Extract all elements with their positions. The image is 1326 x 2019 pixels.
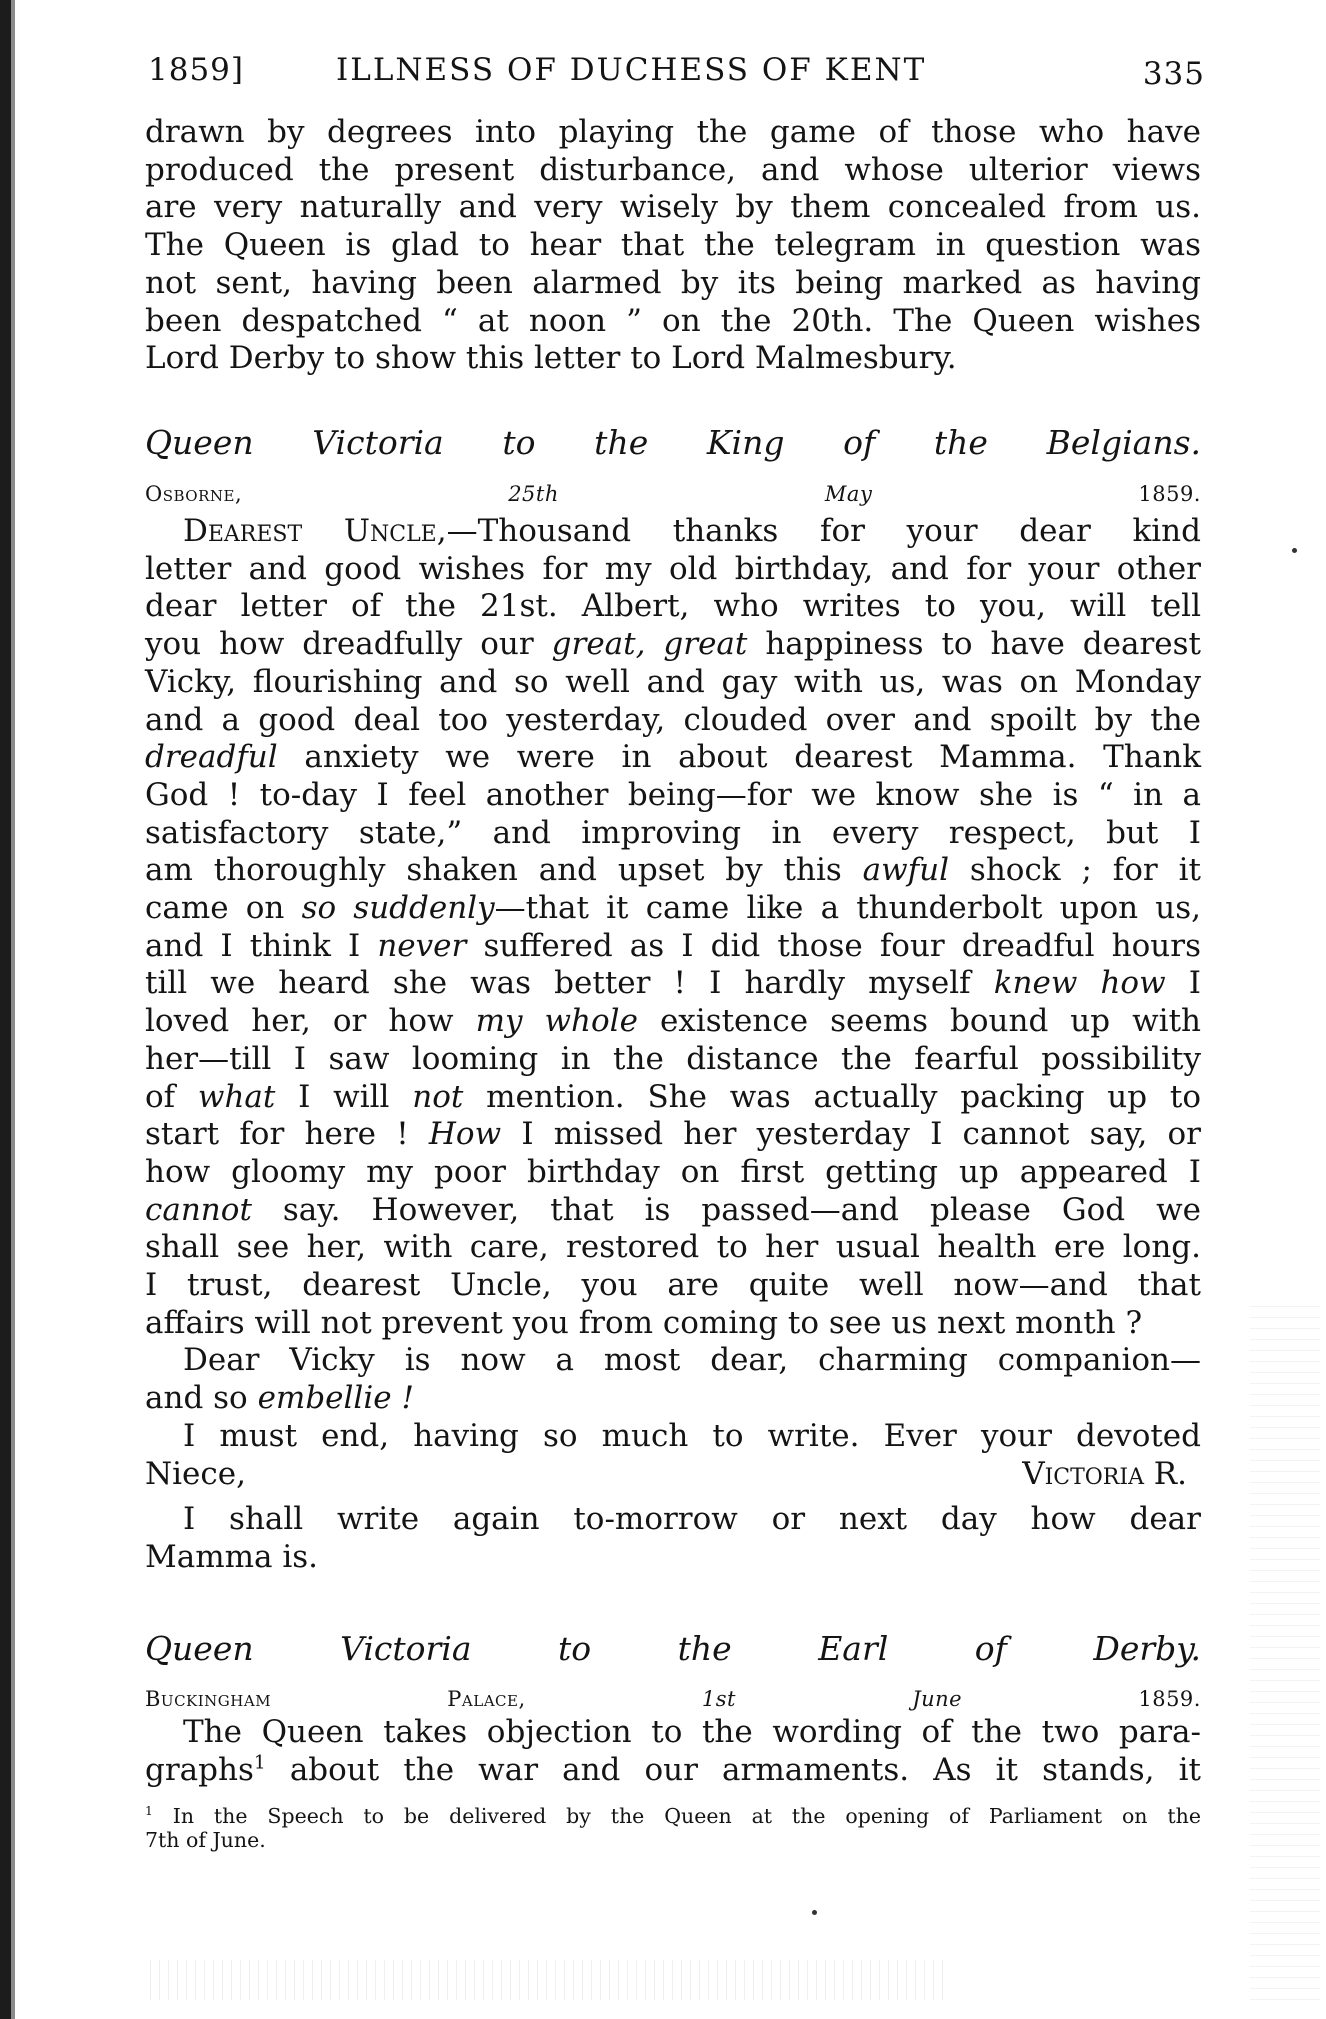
letter2-body [145,1714,1201,1789]
scan-speck [812,1910,817,1915]
signature: Victoria R. [1022,1455,1187,1492]
text-line: her—till I saw looming in the distance the fearful possibility [145,1040,1201,1077]
salutation: Dearest Uncle, [183,513,447,549]
signature-line [145,1456,1201,1494]
dateline-date: 25th May [508,482,873,506]
text-line: cannot say. However, that is passed—and please God we [145,1191,1201,1228]
page-number: 335 [1142,56,1205,92]
text-line: God ! to-day I feel another being—for we know she is “ in a [145,776,1201,813]
header-year: 1859] [148,52,244,88]
text-line: The Queen is glad to hear that the telegram in question was [145,227,1201,264]
dateline-date: 1st June [701,1687,963,1711]
text-line: till we heard she was better ! I hardly myself knew how I [145,965,1201,1002]
text-line: been despatched “ at noon ” on the 20th. The Queen wishes [145,302,1201,339]
text-line: I trust, dearest Uncle, you are quite well now—and that [145,1267,1201,1304]
text-line: Mamma is. [145,1538,319,1575]
letter2-heading: Queen Victoria to the Earl of Derby. [145,1629,1201,1668]
text-line: start for here ! How I missed her yesterday I cannot say, or [145,1116,1201,1153]
header-title: ILLNESS OF DUCHESS OF KENT [336,52,927,88]
text-line: I shall write again to-morrow or next day how dear [183,1501,1201,1538]
intro-paragraph [145,114,1201,378]
scan-noise [1250,1300,1320,2000]
letter1-dateline [145,476,1201,514]
text-line: you how dreadfully our great, great happiness to have dearest [145,626,1201,663]
dateline-place: Buckingham Palace, [145,1687,526,1711]
scan-noise [150,1960,950,2000]
text-line: affairs will not prevent you from coming to see us next month ? [145,1304,1143,1341]
dateline-place: Osborne, [145,482,243,506]
footnote-ref: 1 [253,1752,266,1774]
text-line: graphs$^1$ about the war and our armaments. As it stands, it [145,1751,1201,1788]
footnote-line: 7th of June. [145,1828,266,1852]
letter1-dateline-block [145,476,1201,514]
text-line: dreadful anxiety we were in about dearest Mamma. Thank [145,739,1201,776]
text-line: Dearest Uncle,—Thousand thanks for your dear kind [183,513,1201,549]
text-line: not sent, having been alarmed by its being marked as having [145,264,1201,301]
letter2-heading-block [145,1630,1201,1668]
text-line: The Queen takes objection to the wording of the two para- [183,1714,1201,1750]
text-line: letter and good wishes for my old birthday, and for your other [145,550,1201,587]
text-line: I must end, having so much to write. Ever your devoted [183,1417,1201,1454]
letter1-heading-block [145,424,1201,462]
text-line: dear letter of the 21st. Albert, who writes to you, will tell [145,588,1201,625]
footnote-line: $^1$ In the Speech to be delivered by the Queen at the opening of Parliament on the [145,1804,1201,1828]
book-spine-shadow [0,0,11,2019]
letter1-heading: Queen Victoria to the King of the Belgians. [145,423,1201,462]
text-line: produced the present disturbance, and whose ulterior views [145,151,1201,188]
text-line: shall see her, with care, restored to her usual health ere long. [145,1229,1201,1266]
footnote-marker: 1 [145,1804,153,1819]
scan-speck [1292,548,1297,553]
text-line: Dear Vicky is now a most dear, charming companion— [183,1342,1201,1379]
text-line: drawn by degrees into playing the game of those who have [145,114,1201,150]
text-line: am thoroughly shaken and upset by this awful shock ; for it [145,852,1201,889]
letter1-body [145,513,1201,1577]
text-line: and a good deal too yesterday, clouded over and spoilt by the [145,701,1201,738]
dateline-year: 1859. [1138,1687,1201,1711]
running-header [148,52,1205,92]
text-line: satisfactory state,” and improving in every respect, but I [145,814,1201,851]
text-line: and so embellie ! [145,1380,414,1417]
text-line: are very naturally and very wisely by them concealed from us. [145,189,1201,226]
text-line: came on so suddenly—that it came like a thunderbolt upon us, [145,890,1201,927]
closing: Niece, [145,1455,246,1492]
book-spine-edge [11,0,15,2019]
dateline-year: 1859. [1138,482,1201,506]
text-line: loved her, or how my whole existence seems bound up with [145,1003,1202,1040]
text-line: Lord Derby to show this letter to Lord Malmesbury. [145,340,957,377]
text-line: and I think I never suffered as I did those four dreadful hours [145,927,1201,964]
text-line: how gloomy my poor birthday on first getting up appeared I [145,1153,1201,1190]
text-line: of what I will not mention. She was actually packing up to [145,1078,1202,1115]
footnote [145,1804,1201,1852]
text-line: Vicky, flourishing and so well and gay with us, was on Monday [145,663,1201,700]
